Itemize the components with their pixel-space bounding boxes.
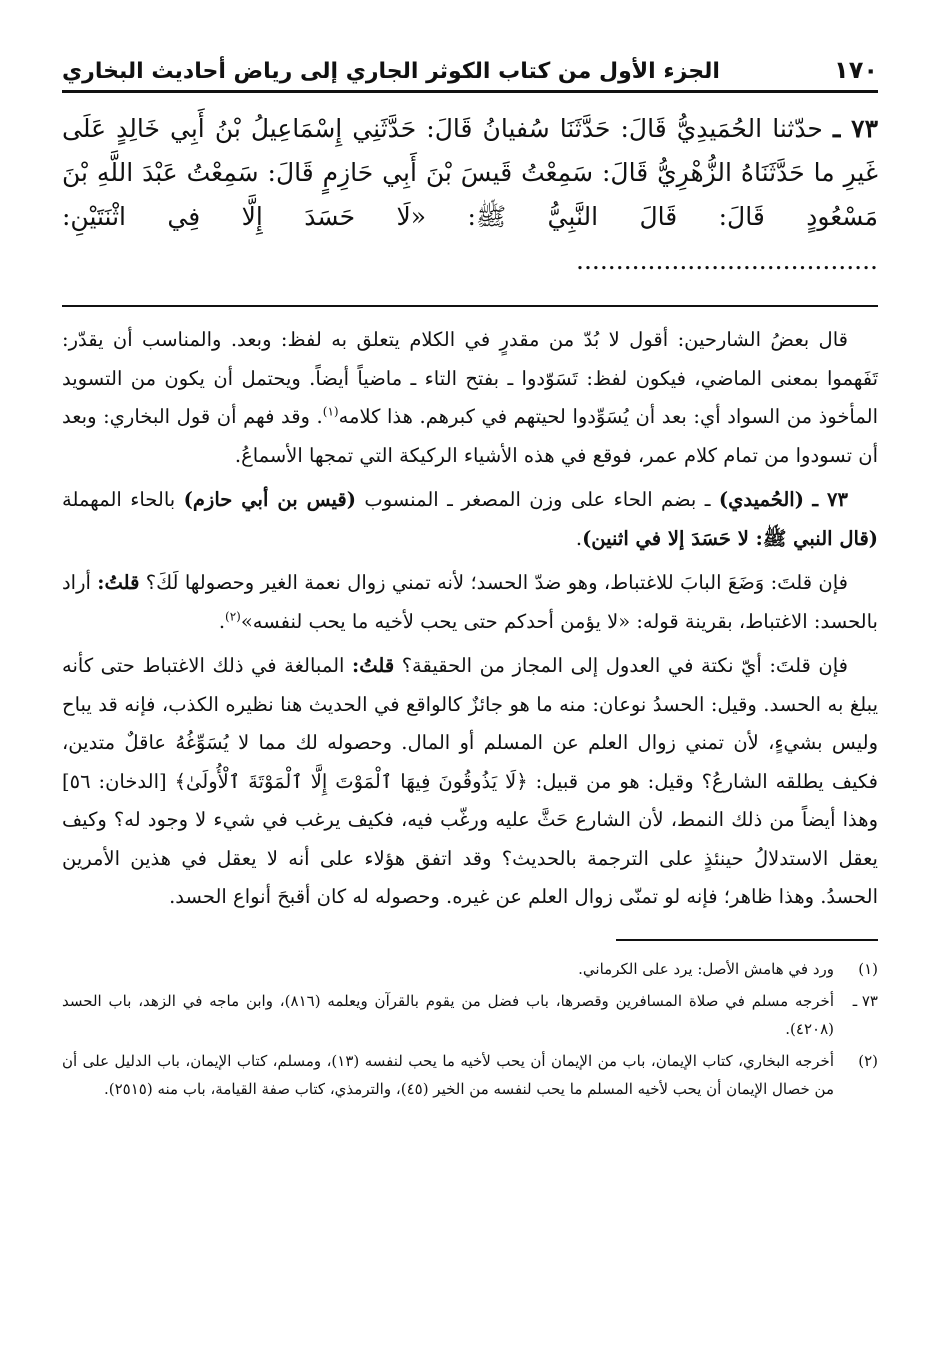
- footnote-mark: (٢): [858, 1051, 878, 1070]
- p2-term-qays: (قيس بن أبي حازم): [183, 488, 356, 511]
- p3-text-1: فإن قلتَ: وَضَعَ البابَ للاغتباط، وهو ضدّ الحسد؛ لأنه تمني زوال نعمة الغير وحصولها لَكَ؟: [139, 571, 848, 594]
- commentary-paragraph-2: [62, 481, 878, 558]
- p2-term-humaydi: (الحُميدي): [718, 488, 804, 511]
- footnote-mark: (١): [858, 959, 878, 978]
- p4-qultu: قلتُ:: [352, 654, 395, 677]
- footnote-mark: ٧٣ ـ: [852, 991, 878, 1010]
- commentary-paragraph-3: [62, 564, 878, 641]
- p2-text-2: بالحاء المهملة: [62, 488, 184, 511]
- p3-tail: .: [218, 609, 226, 633]
- footnote-divider: [616, 939, 878, 941]
- p2-term-hadith: (قال النبي ﷺ: لا حَسَدَ إلا في اثنين): [582, 526, 878, 550]
- page-number: ١٧٠: [834, 56, 878, 84]
- hadith-text: [62, 107, 878, 283]
- footnote-1: [62, 955, 878, 983]
- commentary: [62, 321, 878, 917]
- p2-text-1: ـ بضم الحاء على وزن المصغر ـ المنسوب: [355, 488, 719, 511]
- footnote-text: ورد في هامش الأصل: يرد على الكرماني.: [578, 959, 834, 978]
- commentary-paragraph-4: [62, 647, 878, 917]
- p3-qultu: قلتُ:: [97, 571, 140, 594]
- p3-text-2: أراد بالحسد: الاغتباط، بقرينة قوله: «لا يؤمن أحدكم حتى يحب لأخيه ما يحب لنفسه»: [62, 571, 878, 633]
- p2-tail: .: [575, 526, 583, 550]
- running-title: الجزء الأول من كتاب الكوثر الجاري إلى رياض أحاديث البخاري: [62, 59, 720, 84]
- hadith-number: ٧٣ ـ: [832, 114, 879, 143]
- hadith-body: حدّثنا الحُمَيدِيُّ قَالَ: حَدَّثَنَا سُفيانُ قَالَ: حَدَّثَنِي إِسْمَاعِيلُ بْنُ أَبِي خَالِدٍ عَلَى غَيرِ ما حَدَّثَنَاهُ الزُّهْرِيُّ قَالَ: سَمِعْتُ قَيسَ بْنَ أَبِي حَازِمٍ قَالَ: سَمِعْتُ عَبْدَ اللَّهِ بْنَ مَسْعُودٍ قَالَ: قَالَ النَّبِيُّ ﷺ: «لَا حَسَدَ إِلَّا فِي اثْنَتَيْنِ:: [62, 114, 878, 231]
- commentary-paragraph-1: [62, 321, 878, 475]
- section-divider: [62, 305, 878, 307]
- footnote-text: أخرجه البخاري، كتاب الإيمان، باب من الإيمان أن يحب لأخيه ما يحب لنفسه (١٣)، ومسلم، كتاب الإيمان، باب الدليل على أن من خصال الإيمان أن يحب لأخيه المسلم ما يحب لنفسه من الخير (٤٥)، والترمذي، كتاب صفة القيامة، باب منه (٢٥١٥).: [62, 1051, 834, 1098]
- footnote-ref-2[interactable]: (٢): [225, 609, 241, 623]
- p4-text-1: فإن قلتَ: أيّ نكتة في العدول إلى المجاز من الحقيقة؟: [394, 654, 848, 677]
- footnote-73: [62, 987, 878, 1043]
- p4-text-2: المبالغة في ذلك الاغتباط حتى كأنه يبلغ به الحسد. وقيل: الحسدُ نوعان: منه ما هو جائزٌ كالواقع في الحديث هنا نظيره الكذب، فإنه قد يباح وليس بشيءٍ، لأن تمني زوال العلم عن المسلم أو المال. وحصوله لك مما لا يُسَوِّغُهُ عاقلٌ متدين، فكيف يطلقه الشارعُ؟ وقيل: هو من قبيل: ﴿لَا يَذُوقُونَ فِيهَا ٱلْمَوْتَ إِلَّا ٱلْمَوْتَةَ ٱلْأُولَىٰ﴾ [الدخان: ٥٦] وهذا أيضاً من ذلك النمط، لأن الشارع حَثَّ عليه ورغّب فيه، فكيف يرغب في شيء لا وجود له؟ وكيف يعقل الاستدلالُ حينئذٍ على الترجمة بالحديث؟ وقد اتفق هؤلاء على أنه لا يعقل في هذين الأمرين الحسدُ. وهذا ظاهر؛ فإنه لو تمنّى زوال العلم عن غيره. وحصوله له كان أقبحَ أنواع الحسد.: [62, 654, 878, 908]
- footnotes: [62, 955, 878, 1103]
- footnote-text: أخرجه مسلم في صلاة المسافرين وقصرها، باب فضل من يقوم بالقرآن ويعلمه (٨١٦)، وابن ماجه في الزهد، باب الحسد (٤٢٠٨).: [62, 991, 834, 1038]
- book-page: [62, 52, 878, 1103]
- p1-text: قال بعضُ الشارحين: أقول لا بُدّ من مقدرٍ في الكلام يتعلق به لفظ: وبعد. والمناسب أن يقدّر: تَفَهموا بمعنى الماضي، فيكون لفظ: تَسَوّدوا ـ بفتح التاء ـ ماضياً أيضاً. ويحتمل أن يكون من التسويد المأخوذ من السواد أي: بعد أن يُسَوِّدوا لحيتهم في كبرهم. هذا كلامه: [62, 328, 878, 428]
- footnote-ref-1[interactable]: (١): [322, 404, 339, 419]
- p1-tail: . وقد فهم أن قول البخاري: وبعد أن تسودوا من تمام كلام عمر، فوقع في هذه الأشياء الركيكة التي تمجها الأسماعُ.: [62, 405, 878, 467]
- hadith-ellipsis: ......................................: [576, 246, 878, 275]
- footnote-2: [62, 1047, 878, 1103]
- page-header: [62, 52, 878, 93]
- p2-number: ٧٣ ـ: [812, 488, 848, 511]
